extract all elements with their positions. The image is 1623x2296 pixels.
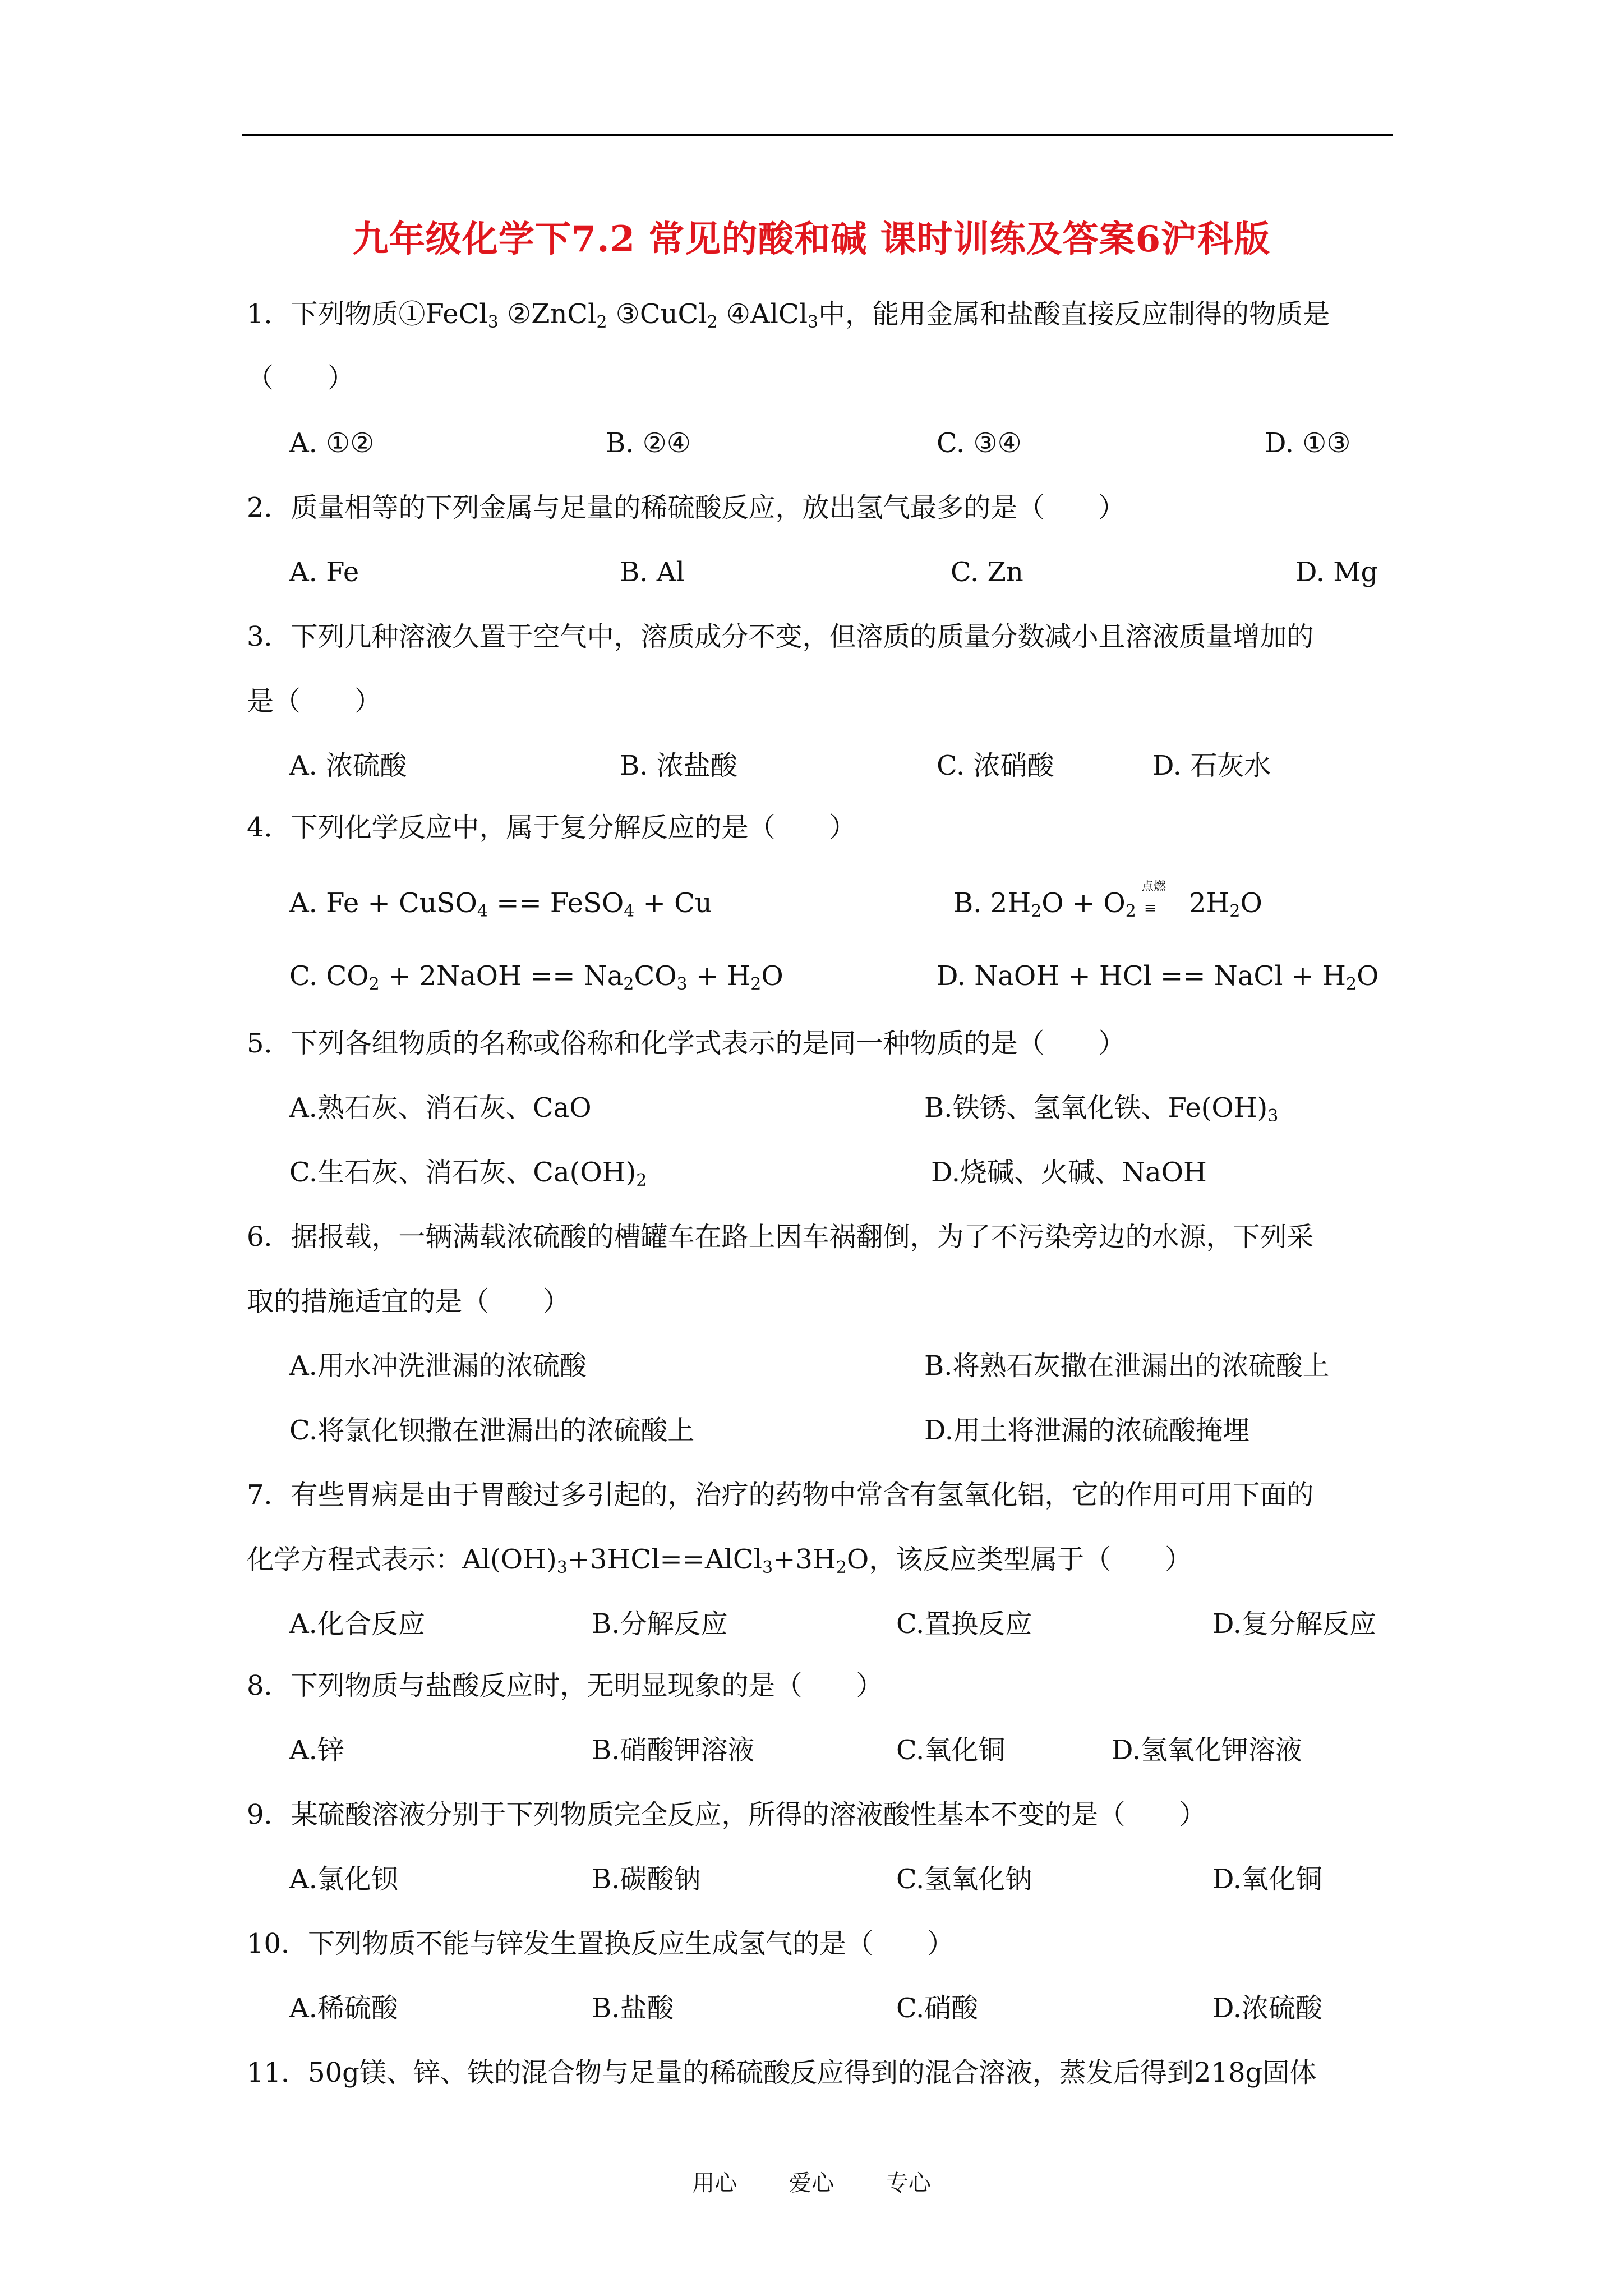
q10-option-c: C.硝酸 [896, 1993, 979, 2024]
q3-option-a: A. 浓硫酸 [289, 750, 407, 781]
q5-option-a: A.熟石灰、消石灰、CaO [289, 1092, 592, 1124]
q9-option-c: C.氢氧化钠 [896, 1864, 1032, 1895]
q6-option-b: B.将熟石灰撒在泄漏出的浓硫酸上 [924, 1350, 1330, 1382]
q4-option-a: A. Fe + CuSO$_4$ == FeSO$_4$ + Cu [289, 887, 712, 921]
q2-option-d: D. Mg [1295, 556, 1378, 588]
footer-word-2: 爱心 [789, 2170, 834, 2196]
q4-option-c: C. $CO_2$ + 2NaOH == $Na_2CO_3 + H_2O$ [289, 960, 783, 994]
q4-option-b-product: $2H_2O$ [1189, 887, 1262, 921]
q6-option-d: D.用土将泄漏的浓硫酸掩埋 [924, 1415, 1250, 1446]
q9-option-a: A.氯化钡 [289, 1864, 398, 1895]
q6-option-c: C.将氯化钡撒在泄漏出的浓硫酸上 [289, 1415, 695, 1446]
question-9-stem: 9．某硫酸溶液分别于下列物质完全反应，所得的溶液酸性基本不变的是（ ） [247, 1799, 1206, 1830]
q3-option-c: C. 浓硝酸 [937, 750, 1054, 781]
q8-option-d: D.氢氧化钾溶液 [1112, 1734, 1303, 1766]
q7-option-a: A.化合反应 [289, 1608, 425, 1640]
question-7-equation: 化学方程式表示：$Al(OH)_3+3HCl==AlCl_3+3H_2O$，该反应类型属于（ ） [247, 1544, 1192, 1577]
q7-option-c: C.置换反应 [896, 1608, 1032, 1640]
q8-option-c: C.氧化铜 [896, 1734, 1006, 1766]
question-7-stem: 7．有些胃病是由于胃酸过多引起的，治疗的药物中常含有氢氧化铝，它的作用可用下面的 [247, 1479, 1314, 1511]
footer-word-1: 用心 [692, 2170, 737, 2196]
question-4-stem: 4．下列化学反应中，属于复分解反应的是（ ） [247, 812, 856, 843]
q5-option-b: B.铁锈、氢氧化铁、$Fe(OH)_3$ [924, 1092, 1279, 1126]
q8-option-b: B.硝酸钾溶液 [592, 1734, 755, 1766]
q9-option-b: B.碳酸钠 [592, 1864, 701, 1895]
q5-option-d: D.烧碱、火碱、NaOH [931, 1157, 1207, 1188]
q9-option-d: D.氧化铜 [1212, 1864, 1323, 1895]
question-5-stem: 5．下列各组物质的名称或俗称和化学式表示的是同一种物质的是（ ） [247, 1028, 1126, 1059]
question-1-stem: 1．下列物质①FeCl$_3$ ②ZnCl$_2$ ③CuCl$_2$ ④AlCl$_3$中，能用金属和盐酸直接反应制得的物质是 [247, 298, 1330, 332]
q3-option-d: D. 石灰水 [1152, 750, 1271, 781]
q10-option-b: B.盐酸 [592, 1993, 674, 2024]
q2-option-b: B. Al [620, 556, 685, 588]
document-title: 九年级化学下7.2 常见的酸和碱 课时训练及答案6沪科版 [352, 218, 1271, 260]
q3-option-b: B. 浓盐酸 [620, 750, 737, 781]
q10-option-d: D.浓硫酸 [1212, 1993, 1323, 2024]
q4-option-b: B. $2H_2O + O_2$ [953, 887, 1136, 921]
question-2-stem: 2．质量相等的下列金属与足量的稀硫酸反应，放出氢气最多的是（ ） [247, 492, 1126, 523]
q1-option-c: C. ③④ [937, 427, 1022, 459]
q4-option-d: D. NaOH + HCl == NaCl + $H_2O$ [937, 960, 1379, 994]
question-1-blank: （ ） [247, 362, 355, 394]
footer-word-3: 专心 [886, 2170, 931, 2196]
q1-option-a: A. ①② [289, 427, 375, 459]
reaction-arrow: ≡ [1144, 900, 1156, 917]
q1-option-d: D. ①③ [1265, 427, 1351, 459]
q1-option-b: B. ②④ [606, 427, 691, 459]
q10-option-a: A.稀硫酸 [289, 1993, 398, 2024]
page-footer [0, 2165, 1623, 2197]
q8-option-a: A.锌 [289, 1734, 344, 1766]
q6-option-a: A.用水冲洗泄漏的浓硫酸 [289, 1350, 587, 1382]
reaction-condition-label: 点燃 [1141, 880, 1166, 894]
q7-option-d: D.复分解反应 [1212, 1608, 1377, 1640]
question-6-stem-cont: 取的措施适宜的是（ ） [247, 1286, 570, 1317]
question-6-stem: 6．据报载，一辆满载浓硫酸的槽罐车在路上因车祸翻倒，为了不污染旁边的水源，下列采 [247, 1221, 1314, 1253]
q5-option-c: C.生石灰、消石灰、$Ca(OH)_2$ [289, 1157, 647, 1190]
question-8-stem: 8．下列物质与盐酸反应时，无明显现象的是（ ） [247, 1670, 883, 1701]
q2-option-a: A. Fe [289, 556, 359, 588]
question-10-stem: 10．下列物质不能与锌发生置换反应生成氢气的是（ ） [247, 1928, 955, 1959]
q2-option-c: C. Zn [951, 556, 1023, 588]
question-3-stem: 3．下列几种溶液久置于空气中，溶质成分不变，但溶质的质量分数减小且溶液质量增加的 [247, 621, 1314, 652]
question-3-stem-cont: 是（ ） [247, 685, 382, 717]
q7-option-b: B.分解反应 [592, 1608, 728, 1640]
header-rule [242, 134, 1393, 136]
question-11-stem: 11．50g镁、锌、铁的混合物与足量的稀硫酸反应得到的混合溶液，蒸发后得到218g固体 [247, 2057, 1317, 2088]
